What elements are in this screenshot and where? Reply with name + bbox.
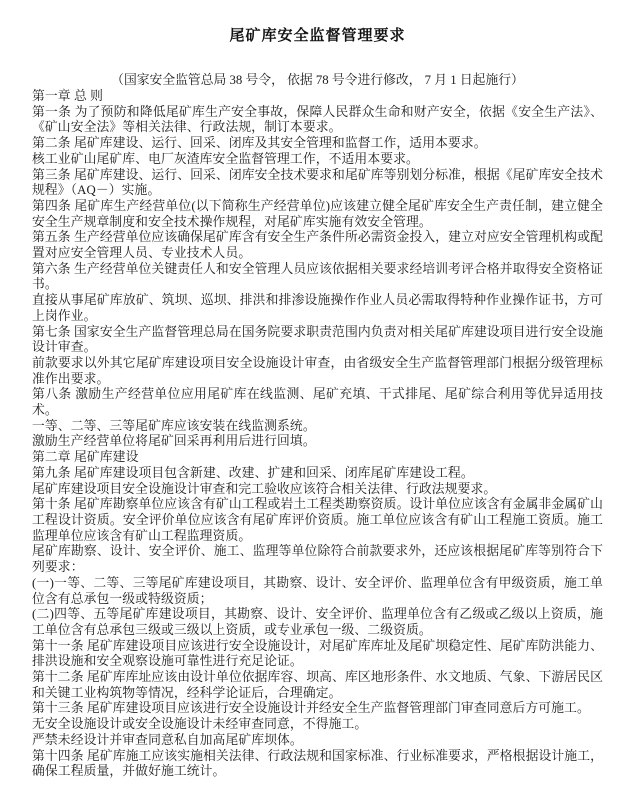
- paragraph: 第二条 尾矿库建设、运行、回采、闭库及其安全管理和监督工作，适用本要求。: [32, 136, 487, 151]
- paragraph: 直接从事尾矿库放矿、筑坝、巡坝、排洪和排渗设施操作作业人员必需取得特种作业操作证书，方可上岗作业。: [32, 293, 603, 323]
- paragraph: 激励生产经营单位将尾矿回采再利用后进行回填。: [32, 434, 316, 449]
- paragraph: 尾矿库勘察、设计、安全评价、施工、监理等单位除符合前款要求外，还应该根据尾矿库等别符合下列要求：: [32, 544, 603, 575]
- document-body: [32, 89, 603, 780]
- paragraph: 第六条 生产经营单位关键责任人和安全管理人员应该依据相关要求经培训考评合格并取得安全资格证书。: [32, 261, 603, 292]
- paragraph: 第十二条 尾矿库库址应该由设计单位依据库容、坝高、库区地形条件、水文地质、气象、下游居民区和关键工业构筑物等情况，经科学论证后，合理确定。: [32, 670, 603, 700]
- paragraph: 第七条 国家安全生产监督管理总局在国务院要求职责范围内负责对相关尾矿库建设项目进行安全设施设计审查。: [32, 324, 603, 355]
- paragraph: 第四条 尾矿库生产经营单位(以下简称生产经营单位)应该建立健全尾矿库安全生产责任制，建立健全安全生产规章制度和安全技术操作规程，对尾矿库实施有效安全管理。: [32, 198, 603, 229]
- chapter-heading: 第二章 尾矿库建设: [32, 450, 139, 465]
- document-title: 尾矿库安全监督管理要求: [229, 28, 406, 44]
- document-subtitle: （国家安全监管总局 38 号令， 依据 78 号令进行修改， 7 月 1 日起施行）: [111, 73, 524, 87]
- paragraph: (一)一等、二等、三等尾矿库建设项目，其勘察、设计、安全评价、监理单位含有甲级资质，施工单位含有总承包一级或特级资质；: [32, 575, 603, 606]
- paragraph: 第十条 尾矿库勘察单位应该含有矿山工程或岩土工程类勘察资质。设计单位应该含有金属非金属矿山工程设计资质。安全评价单位应该含有尾矿库评价资质。施工单位应该含有矿山工程施工资质。施工监理单位应该含有矿山工程监理资质。: [32, 497, 603, 543]
- paragraph: 核工业矿山尾矿库、电厂灰渣库安全监督管理工作，不适用本要求。: [32, 151, 419, 166]
- paragraph: (二)四等、五等尾矿库建设项目，其勘察、设计、安全评价、监理单位含有乙级或乙级以上资质，施工单位含有总承包三级或三级以上资质，或专业承包一级、二级资质。: [32, 607, 603, 637]
- paragraph: 第十三条 尾矿库建设项目应该进行安全设施设计并经安全生产监督管理部门审查同意后方可施工。: [32, 701, 590, 716]
- paragraph: 第九条 尾矿库建设项目包含新建、改建、扩建和回采、闭库尾矿库建设工程。: [32, 465, 474, 480]
- chapter-heading: 第一章 总 则: [32, 89, 104, 103]
- paragraph: 一等、二等、三等尾矿库应该安装在线监测系统。: [32, 418, 316, 433]
- paragraph: 前款要求以外其它尾矿库建设项目安全设施设计审查，由省级安全生产监督管理部门根据分级管理标准作出要求。: [32, 355, 603, 386]
- paragraph: 第十一条 尾矿库建设项目应该进行安全设施设计，对尾矿库库址及尾矿坝稳定性、尾矿库防洪能力、排洪设施和安全观察设施可靠性进行充足论证。: [32, 638, 603, 669]
- paragraph: 尾矿库建设项目安全设施设计审查和完工验收应该符合相关法律、行政法规要求。: [32, 481, 497, 496]
- paragraph: 第十四条 尾矿库施工应该实施相关法律、行政法规和国家标准、行业标准要求，严格根据设计施工，确保工程质量，并做好施工统计。: [32, 748, 603, 779]
- paragraph: 第一条 为了预防和降低尾矿库生产安全事故，保障人民群众生命和财产安全，依据《安全生产法》、《矿山安全法》等相关法律、行政法规，制订本要求。: [32, 104, 603, 135]
- paragraph: 第三条 尾矿库建设、运行、回采、闭库安全技术要求和尾矿库等别划分标准，根据《尾矿库安全技术规程》（AQ－）实施。: [32, 167, 603, 198]
- paragraph: 严禁未经设计并审查同意私自加高尾矿库坝体。: [32, 732, 303, 747]
- paragraph: 第五条 生产经营单位应该确保尾矿库含有安全生产条件所必需资金投入，建立对应安全管理机构或配置对应安全管理人员、专业技术人员。: [32, 230, 603, 261]
- paragraph: 无安全设施设计或安全设施设计未经审查同意，不得施工。: [32, 717, 368, 732]
- paragraph: 第八条 激励生产经营单位应用尾矿库在线监测、尾矿充填、干式排尾、尾矿综合利用等优异适用技术。: [32, 387, 603, 418]
